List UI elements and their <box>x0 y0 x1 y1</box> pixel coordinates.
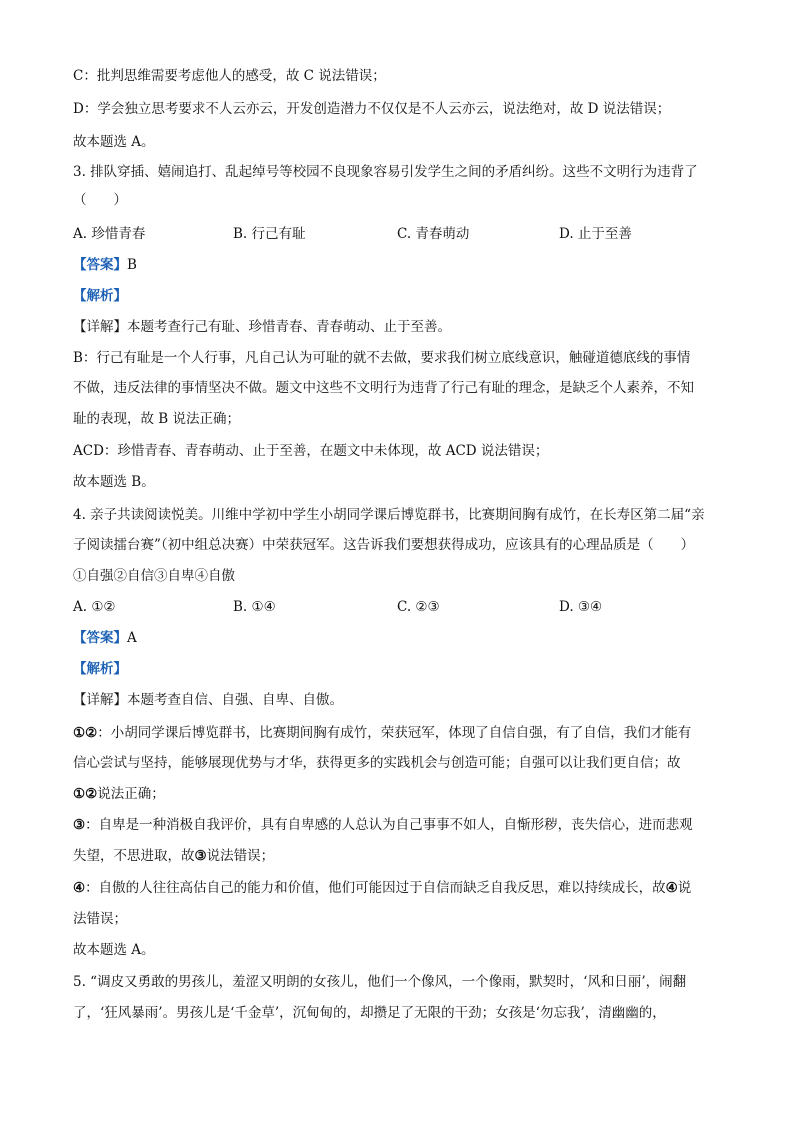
text-span: 说法错误； <box>206 848 275 864</box>
option-b: B. ①④ <box>233 599 276 615</box>
analysis-tag: 【解析】 <box>73 661 127 677</box>
text-line: 信心尝试与坚持，能够展现优势与才华，获得更多的实践机会与创造可能；自强可以让我们更自信；故 <box>73 755 681 771</box>
question-4-stem: 4. 亲子共读阅读悦美。川维中学初中学生小胡同学课后博览群书，比赛期间胸有成竹，在长寿区第二届“亲 <box>73 507 705 523</box>
text-span: ：小胡同学课后博览群书，比赛期间胸有成竹，荣获冠军，体现了自信自强，有了自信，我们才能有 <box>97 725 692 741</box>
option-c: C. ②③ <box>397 599 440 615</box>
circled-mark: ③ <box>73 817 86 833</box>
text-line <box>73 878 691 898</box>
detail-tag: 【详解】 <box>73 319 127 335</box>
option-a: A. ①② <box>73 599 116 615</box>
detail-line <box>73 317 451 337</box>
text-span: 失望，不思进取，故 <box>73 848 195 864</box>
text-line: B：行己有耻是一个人行事，凡自己认为可耻的就不去做，要求我们树立底线意识，触碰道德底线的事情 <box>73 350 691 366</box>
answer-value: A <box>127 630 137 646</box>
question-5-stem: 5. “调皮又勇敢的男孩儿，羞涩又明朗的女孩儿，他们一个像风，一个像雨，默契时，‘风和日丽’，闹翻 <box>73 974 687 990</box>
analysis-line <box>73 659 127 679</box>
circled-mark: ④ <box>73 880 86 896</box>
analysis-line <box>73 286 127 306</box>
text-line <box>73 723 691 743</box>
answer-line <box>73 255 137 275</box>
question-4-stem: 子阅读擂台赛”（初中组总决赛）中荣获冠军。这告诉我们要想获得成功，应该具有的心理品质是（ ） <box>73 537 695 553</box>
text-line: 故本题选 A。 <box>73 942 155 958</box>
text-line: D：学会独立思考要求不人云亦云，开发创造潜力不仅仅是不人云亦云，说法绝对，故 D 说法错误； <box>73 101 671 117</box>
question-4-choices: ①自强②自信③自卑④自傲 <box>73 568 235 584</box>
option-b: B. 行己有耻 <box>233 226 306 242</box>
text-line <box>73 784 165 804</box>
text-span: ：自傲的人往往高估自己的能力和价值，他们可能因过于自信而缺乏自我反思，难以持续成长，故 <box>85 880 666 896</box>
circled-mark: ③ <box>194 848 207 864</box>
question-5-stem: 了，‘狂风暴雨’。男孩儿是‘千金草’，沉甸甸的，却攒足了无限的干劲；女孩是‘勿忘我’，清幽幽的， <box>73 1005 666 1021</box>
option-c: C. 青春萌动 <box>397 226 470 242</box>
text-line: C：批判思维需要考虑他人的感受，故 C 说法错误； <box>73 68 386 84</box>
option-d: D. 止于至善 <box>559 226 632 242</box>
text-span: 说 <box>677 880 692 896</box>
text-line <box>73 815 693 835</box>
text-span: 说法正确； <box>97 786 165 802</box>
text-line: ACD：珍惜青春、青春萌动、止于至善，在题文中未体现，故 ACD 说法错误； <box>73 443 549 459</box>
question-3-stem: 3. 排队穿插、嬉闹追打、乱起绰号等校园不良现象容易引发学生之间的矛盾纠纷。这些不文明行为违背了 <box>73 164 698 180</box>
analysis-tag: 【解析】 <box>73 288 127 304</box>
circled-mark: ①② <box>73 786 98 802</box>
circled-mark: ①② <box>73 725 98 741</box>
detail-tag: 【详解】 <box>73 692 127 708</box>
text-line: 耻的表现，故 B 说法正确； <box>73 411 241 427</box>
text-line: 故本题选 B。 <box>73 474 155 490</box>
text-line <box>73 846 274 866</box>
option-a: A. 珍惜青春 <box>73 226 146 242</box>
text-line: 故本题选 A。 <box>73 134 155 150</box>
detail-text: 本题考查行己有耻、珍惜青春、青春萌动、止于至善。 <box>127 319 451 335</box>
circled-mark: ④ <box>665 880 678 896</box>
question-3-paren: （ ） <box>73 192 127 208</box>
answer-tag: 【答案】 <box>73 257 127 273</box>
detail-line <box>73 690 343 710</box>
answer-value: B <box>127 257 137 273</box>
answer-line <box>73 628 137 648</box>
option-d: D. ③④ <box>559 599 603 615</box>
detail-text: 本题考查自信、自强、自卑、自傲。 <box>127 692 343 708</box>
answer-tag: 【答案】 <box>73 630 127 646</box>
text-span: ：自卑是一种消极自我评价，具有自卑感的人总认为自己事事不如人，自惭形秽，丧失信心，进而悲观 <box>85 817 693 833</box>
text-line: 不做，违反法律的事情坚决不做。题文中这些不文明行为违背了行己有耻的理念，是缺乏个人素养，不知 <box>73 380 694 396</box>
text-line: 法错误； <box>73 911 127 927</box>
